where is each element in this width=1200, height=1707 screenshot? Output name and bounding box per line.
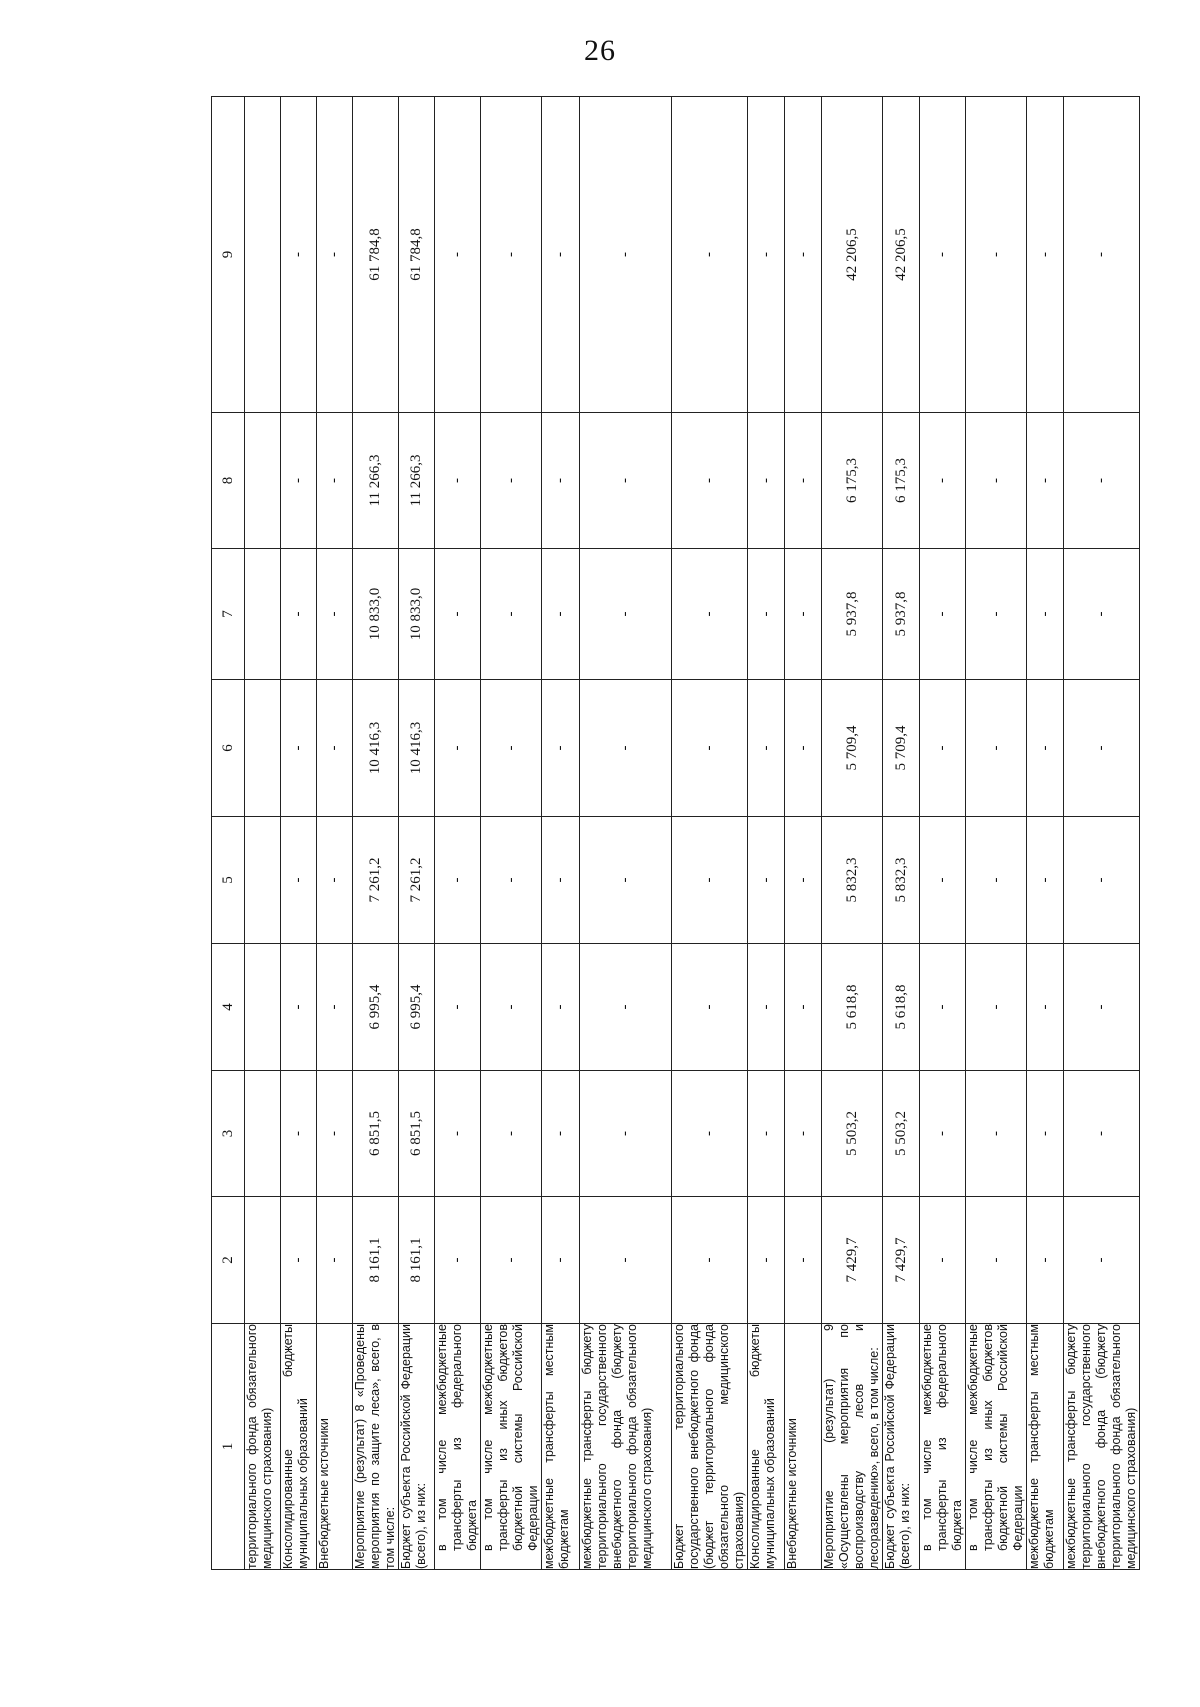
row-label: территориального фонда обязательного медицинского страхования) xyxy=(245,1324,281,1570)
value-cell: - xyxy=(1064,944,1140,1071)
value-cell: - xyxy=(317,1071,353,1197)
value-cell: - xyxy=(580,97,672,413)
value-cell: - xyxy=(748,680,785,817)
value-cell: - xyxy=(672,97,748,413)
value-cell: - xyxy=(920,1071,966,1197)
value-cell: - xyxy=(748,944,785,1071)
value-cell: - xyxy=(920,413,966,549)
value-cell: 10 416,3 xyxy=(353,680,399,817)
table-row xyxy=(317,97,353,1570)
value-cell: - xyxy=(281,1197,317,1324)
value-cell xyxy=(245,97,281,413)
value-cell: - xyxy=(281,549,317,680)
value-cell xyxy=(245,1197,281,1324)
row-label: Консолидированные бюджеты муниципальных образований xyxy=(748,1324,785,1570)
table-row xyxy=(580,97,672,1570)
value-cell: - xyxy=(920,680,966,817)
value-cell: 7 429,7 xyxy=(822,1197,883,1324)
value-cell: - xyxy=(1027,680,1064,817)
value-cell: - xyxy=(580,1197,672,1324)
table-row xyxy=(245,97,281,1570)
value-cell: - xyxy=(1064,413,1140,549)
value-cell: - xyxy=(435,549,481,680)
value-cell: - xyxy=(542,413,580,549)
value-cell: - xyxy=(580,1071,672,1197)
value-cell: - xyxy=(542,1071,580,1197)
value-cell: - xyxy=(481,1071,542,1197)
value-cell: - xyxy=(672,1197,748,1324)
value-cell: 10 833,0 xyxy=(353,549,399,680)
table-row xyxy=(1027,97,1064,1570)
row-label: Мероприятие (результат) 9 «Осуществлены мероприятия по воспроизводству лесов и лесоразведению», всего, в том числе: xyxy=(822,1324,881,1569)
value-cell xyxy=(245,549,281,680)
column-number: 2 xyxy=(212,1197,245,1324)
table-row xyxy=(748,97,785,1570)
value-cell: 10 833,0 xyxy=(399,549,435,680)
value-cell: 5 618,8 xyxy=(822,944,883,1071)
value-cell: - xyxy=(966,680,1027,817)
value-cell: 5 937,8 xyxy=(883,549,920,680)
value-cell xyxy=(245,817,281,944)
value-cell xyxy=(245,1071,281,1197)
column-number: 4 xyxy=(212,944,245,1071)
row-label: межбюджетные трансферты бюджету территориального государственного внебюджетного фонда (бюджету территориального фонда обязательного медицинского страхования) xyxy=(1064,1324,1138,1569)
value-cell: - xyxy=(435,817,481,944)
row-label: Бюджет территориального государственного внебюджетного фонда (бюджет территориального фонда обязательного медицинского страхования) xyxy=(672,1324,746,1569)
value-cell: - xyxy=(1064,1197,1140,1324)
value-cell: - xyxy=(748,97,785,413)
value-cell: - xyxy=(785,1197,822,1324)
value-cell: 6 995,4 xyxy=(399,944,435,1071)
value-cell: - xyxy=(281,1071,317,1197)
value-cell xyxy=(245,413,281,549)
row-label: Бюджет субъекта Российской Федерации (всего), из них: xyxy=(399,1324,435,1570)
value-cell: - xyxy=(1064,1071,1140,1197)
value-cell: 7 261,2 xyxy=(353,817,399,944)
value-cell: - xyxy=(672,549,748,680)
value-cell: - xyxy=(481,549,542,680)
column-number: 5 xyxy=(212,817,245,944)
table-row xyxy=(542,97,580,1570)
table-row xyxy=(672,97,748,1570)
table-body xyxy=(245,97,1140,1570)
row-label: Мероприятие (результат) 8 «Проведены мероприятия по защите леса», всего, в том числе: xyxy=(353,1324,397,1569)
value-cell: - xyxy=(481,944,542,1071)
value-cell: - xyxy=(435,97,481,413)
value-cell: - xyxy=(920,97,966,413)
value-cell: - xyxy=(672,944,748,1071)
value-cell: 5 503,2 xyxy=(883,1071,920,1197)
value-cell: - xyxy=(672,413,748,549)
value-cell: - xyxy=(785,97,822,413)
value-cell: - xyxy=(1027,944,1064,1071)
value-cell: - xyxy=(317,1197,353,1324)
value-cell: - xyxy=(281,413,317,549)
value-cell: - xyxy=(481,97,542,413)
value-cell: 5 618,8 xyxy=(883,944,920,1071)
value-cell: - xyxy=(966,549,1027,680)
row-label: межбюджетные трансферты бюджету территориального государственного внебюджетного фонда (бюджету территориального фонда обязательного медицинского страхования) xyxy=(580,1324,672,1570)
value-cell: - xyxy=(542,97,580,413)
value-cell: - xyxy=(435,680,481,817)
value-cell: - xyxy=(1027,97,1064,413)
value-cell: - xyxy=(785,817,822,944)
value-cell: 42 206,5 xyxy=(822,97,883,413)
value-cell: - xyxy=(785,549,822,680)
value-cell: - xyxy=(281,680,317,817)
value-cell: - xyxy=(966,413,1027,549)
table-row xyxy=(785,97,822,1570)
table-row xyxy=(435,97,481,1570)
value-cell: - xyxy=(1027,1197,1064,1324)
table-row xyxy=(353,97,399,1570)
value-cell: - xyxy=(785,944,822,1071)
value-cell: 5 832,3 xyxy=(883,817,920,944)
value-cell: - xyxy=(542,944,580,1071)
column-number: 1 xyxy=(212,1324,245,1570)
value-cell: - xyxy=(580,680,672,817)
budget-table xyxy=(211,96,1140,1570)
row-label: в том числе межбюджетные трансферты из иных бюджетов бюджетной системы Российской Федерации xyxy=(966,1324,1027,1570)
table-row xyxy=(920,97,966,1570)
value-cell: - xyxy=(748,1071,785,1197)
value-cell: - xyxy=(966,97,1027,413)
value-cell: - xyxy=(317,549,353,680)
value-cell: - xyxy=(672,817,748,944)
value-cell: 5 832,3 xyxy=(822,817,883,944)
value-cell: 61 784,8 xyxy=(353,97,399,413)
row-label: межбюджетные трансферты местным бюджетам xyxy=(1027,1324,1064,1570)
table-row xyxy=(281,97,317,1570)
value-cell xyxy=(245,680,281,817)
row-label: Консолидированные бюджеты муниципальных образований xyxy=(281,1324,317,1570)
table-row xyxy=(822,97,883,1570)
column-number: 6 xyxy=(212,680,245,817)
row-label: межбюджетные трансферты местным бюджетам xyxy=(542,1324,580,1570)
value-cell: 6 851,5 xyxy=(399,1071,435,1197)
value-cell: 7 429,7 xyxy=(883,1197,920,1324)
table-row xyxy=(883,97,920,1570)
value-cell: - xyxy=(435,413,481,549)
value-cell: 42 206,5 xyxy=(883,97,920,413)
value-cell: 5 709,4 xyxy=(883,680,920,817)
value-cell: - xyxy=(580,944,672,1071)
value-cell: - xyxy=(785,413,822,549)
value-cell: - xyxy=(966,1071,1027,1197)
value-cell: 11 266,3 xyxy=(399,413,435,549)
value-cell: - xyxy=(317,817,353,944)
page-number: 26 xyxy=(584,34,616,67)
value-cell: 10 416,3 xyxy=(399,680,435,817)
value-cell: - xyxy=(672,680,748,817)
value-cell: - xyxy=(785,680,822,817)
value-cell: - xyxy=(1064,549,1140,680)
value-cell: - xyxy=(542,680,580,817)
value-cell: - xyxy=(580,549,672,680)
value-cell: - xyxy=(1064,680,1140,817)
value-cell: - xyxy=(281,817,317,944)
value-cell: - xyxy=(1027,817,1064,944)
row-label: Внебюджетные источники xyxy=(317,1324,353,1570)
value-cell: - xyxy=(748,413,785,549)
column-number: 8 xyxy=(212,413,245,549)
value-cell: - xyxy=(481,817,542,944)
value-cell: 5 503,2 xyxy=(822,1071,883,1197)
value-cell: - xyxy=(580,413,672,549)
value-cell: - xyxy=(966,944,1027,1071)
row-label: в том числе межбюджетные трансферты из федерального бюджета xyxy=(435,1324,481,1570)
value-cell xyxy=(245,944,281,1071)
value-cell: - xyxy=(920,1197,966,1324)
value-cell: - xyxy=(920,944,966,1071)
value-cell: - xyxy=(1064,97,1140,413)
value-cell: 6 175,3 xyxy=(883,413,920,549)
value-cell: - xyxy=(748,549,785,680)
row-label: Бюджет субъекта Российской Федерации (всего), из них: xyxy=(883,1324,920,1570)
row-label: в том числе межбюджетные трансферты из федерального бюджета xyxy=(920,1324,966,1570)
value-cell: - xyxy=(672,1071,748,1197)
row-label: в том числе межбюджетные трансферты из иных бюджетов бюджетной системы Российской Федерации xyxy=(481,1324,542,1570)
value-cell: - xyxy=(281,944,317,1071)
value-cell: - xyxy=(748,1197,785,1324)
value-cell: - xyxy=(435,944,481,1071)
value-cell: 6 995,4 xyxy=(353,944,399,1071)
value-cell: - xyxy=(1027,549,1064,680)
column-number: 3 xyxy=(212,1071,245,1197)
value-cell: 8 161,1 xyxy=(353,1197,399,1324)
value-cell: - xyxy=(542,549,580,680)
value-cell: - xyxy=(481,680,542,817)
value-cell: - xyxy=(580,817,672,944)
value-cell: - xyxy=(966,1197,1027,1324)
value-cell: - xyxy=(920,817,966,944)
value-cell: - xyxy=(966,817,1027,944)
value-cell: - xyxy=(542,817,580,944)
value-cell: - xyxy=(1027,413,1064,549)
value-cell: - xyxy=(481,413,542,549)
value-cell: 7 261,2 xyxy=(399,817,435,944)
table-row xyxy=(481,97,542,1570)
column-number-row xyxy=(212,97,245,1570)
table-row xyxy=(399,97,435,1570)
value-cell: - xyxy=(435,1197,481,1324)
column-number: 7 xyxy=(212,549,245,680)
value-cell: - xyxy=(748,817,785,944)
budget-table-rotated xyxy=(211,97,1138,1570)
value-cell: - xyxy=(1027,1071,1064,1197)
column-number: 9 xyxy=(212,97,245,413)
value-cell: - xyxy=(317,97,353,413)
value-cell: 5 709,4 xyxy=(822,680,883,817)
value-cell: - xyxy=(435,1071,481,1197)
value-cell: 5 937,8 xyxy=(822,549,883,680)
value-cell: 6 851,5 xyxy=(353,1071,399,1197)
table-row xyxy=(966,97,1027,1570)
value-cell: - xyxy=(317,680,353,817)
value-cell: 61 784,8 xyxy=(399,97,435,413)
value-cell: 11 266,3 xyxy=(353,413,399,549)
value-cell: - xyxy=(1064,817,1140,944)
value-cell: - xyxy=(785,1071,822,1197)
value-cell: - xyxy=(317,944,353,1071)
value-cell: - xyxy=(542,1197,580,1324)
value-cell: 8 161,1 xyxy=(399,1197,435,1324)
value-cell: - xyxy=(481,1197,542,1324)
row-label: Внебюджетные источники xyxy=(785,1324,822,1570)
table-row xyxy=(1064,97,1140,1570)
value-cell: - xyxy=(920,549,966,680)
value-cell: - xyxy=(281,97,317,413)
value-cell: 6 175,3 xyxy=(822,413,883,549)
value-cell: - xyxy=(317,413,353,549)
